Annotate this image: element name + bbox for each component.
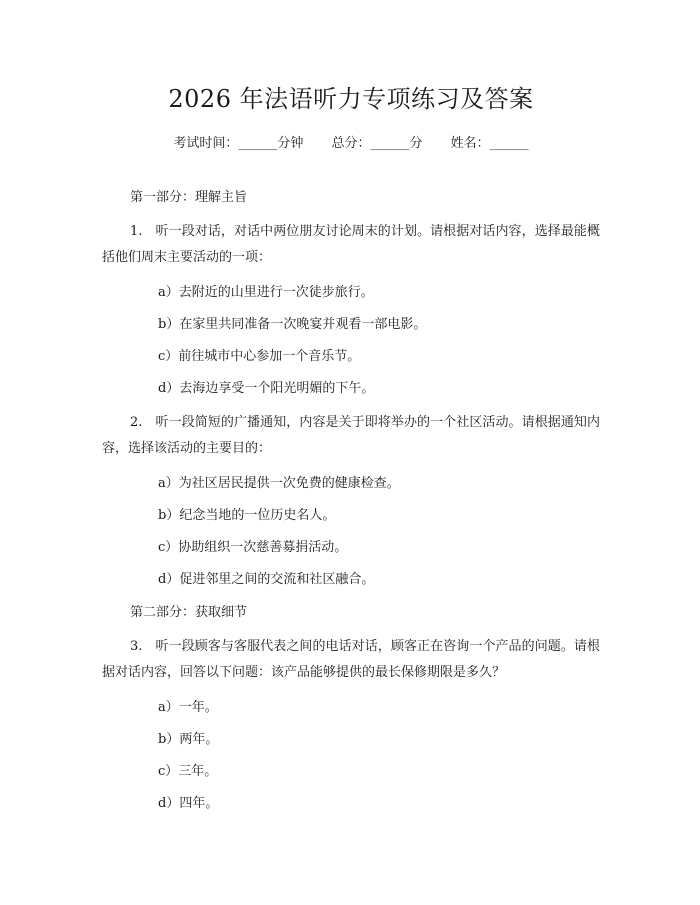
exam-content: [102, 188, 600, 814]
option-3c: c）三年。: [158, 764, 218, 779]
option-1b: b）在家里共同准备一次晚宴并观看一部电影。: [158, 317, 427, 332]
option-2a: a）为社区居民提供一次免费的健康检查。: [158, 476, 400, 491]
option-2d: d）促进邻里之间的交流和社区融合。: [158, 572, 375, 587]
option-3b: b）两年。: [158, 732, 219, 747]
document-title: 2026 年法语听力专项练习及答案: [168, 85, 534, 113]
option-1a: a）去附近的山里进行一次徒步旅行。: [158, 285, 374, 300]
option-2c: c）协助组织一次慈善募捐活动。: [158, 540, 348, 555]
option-2b: b）纪念当地的一位历史名人。: [158, 508, 336, 523]
option-3a: a）一年。: [158, 700, 218, 715]
question-3: 3. 听一段顾客与客服代表之间的电话对话，顾客正在咨询一个产品的问题。请根据对话内容，回答以下问题：该产品能够提供的最长保修期限是多久？: [102, 639, 600, 680]
option-1c: c）前往城市中心参加一个音乐节。: [158, 349, 361, 364]
section-heading: 第二部分：获取细节: [130, 605, 248, 620]
section-heading: 第一部分：理解主旨: [130, 190, 248, 205]
question-2: 2. 听一段简短的广播通知，内容是关于即将举办的一个社区活动。请根据通知内容，选择该活动的主要目的：: [102, 415, 600, 456]
question-1: 1. 听一段对话，对话中两位朋友讨论周末的计划。请根据对话内容，选择最能概括他们周末主要活动的一项：: [102, 224, 600, 265]
exam-info: [102, 134, 600, 154]
option-1d: d）去海边享受一个阳光明媚的下午。: [158, 381, 375, 396]
option-3d: d）四年。: [158, 796, 219, 811]
exam-time: 考试时间：______分钟: [173, 136, 304, 151]
student-name: 姓名：______: [450, 136, 529, 151]
total-score: 总分：______分: [331, 136, 423, 151]
